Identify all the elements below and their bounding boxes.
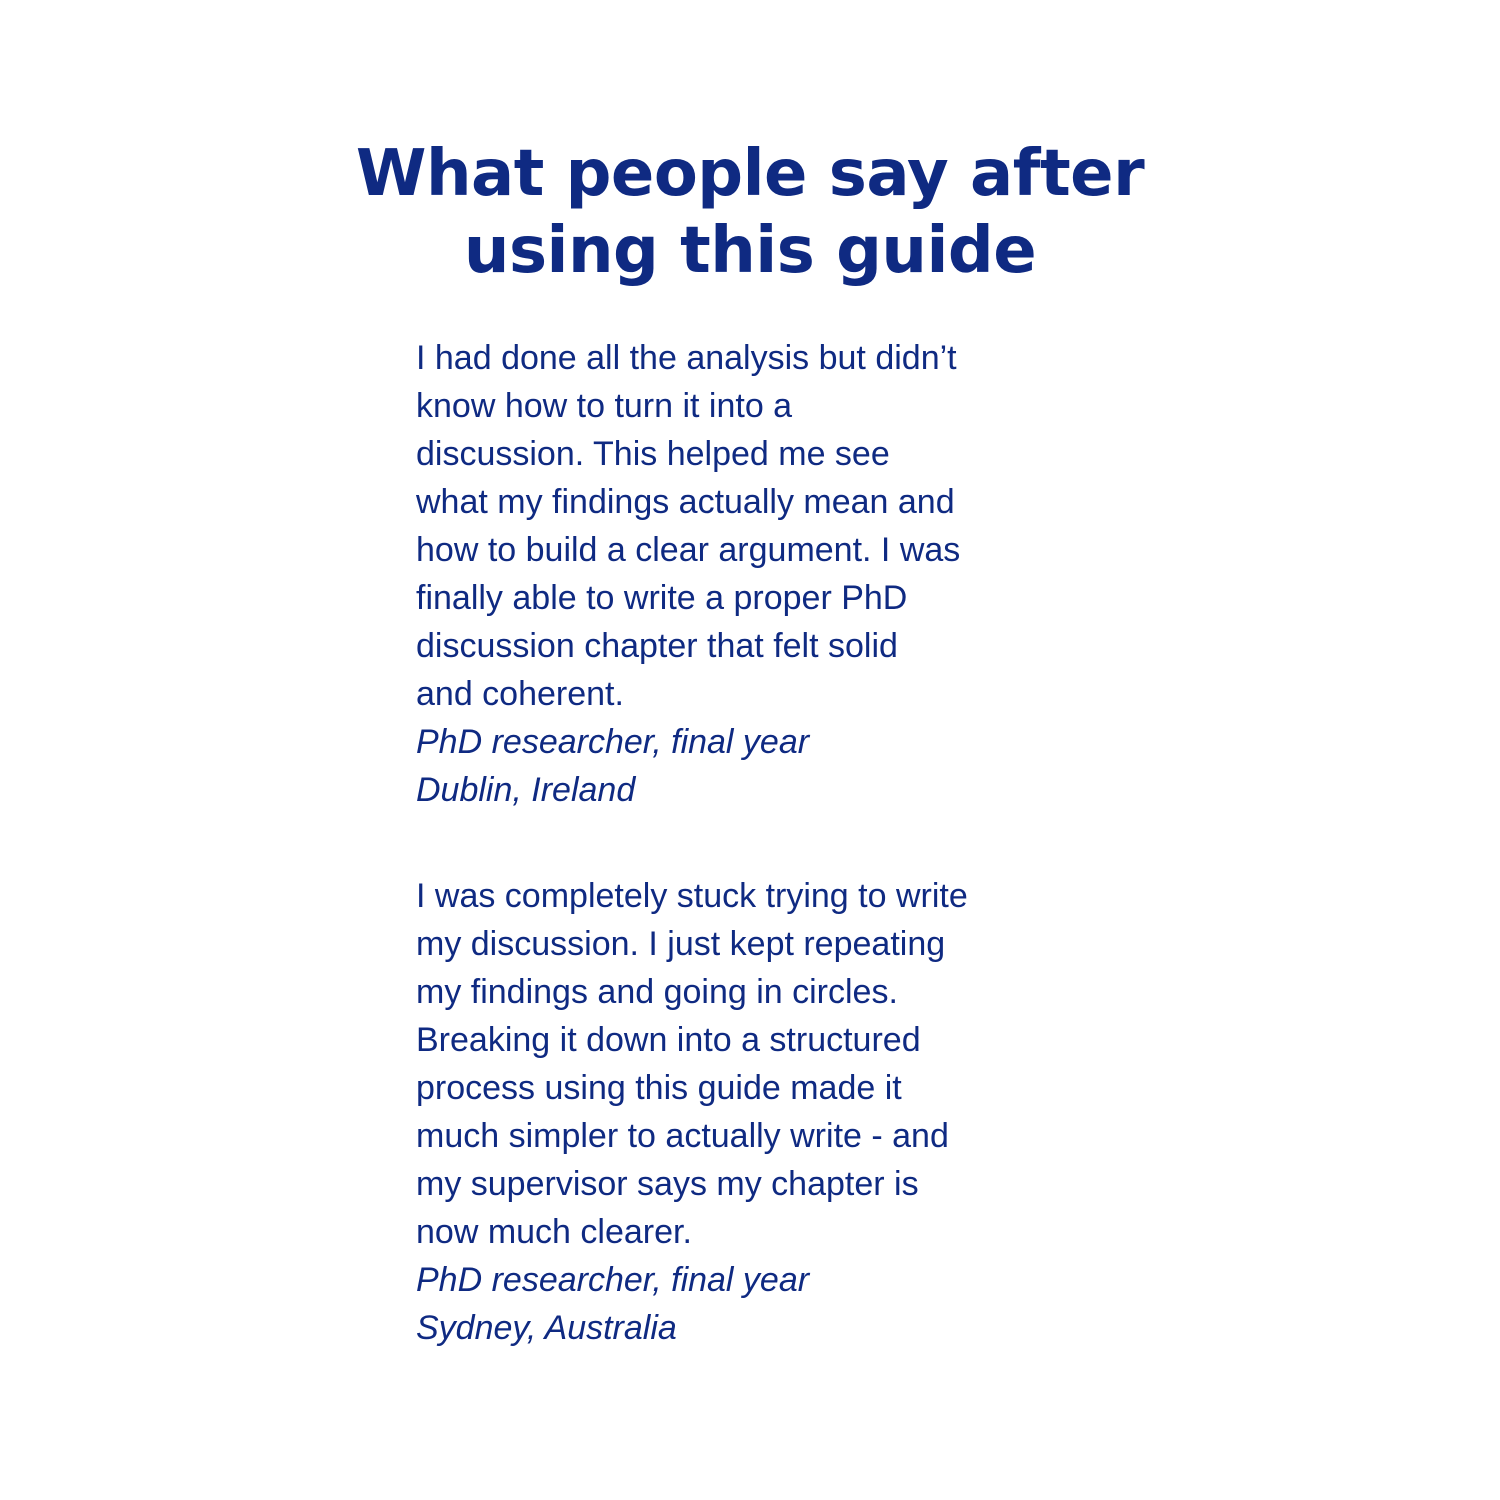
testimonial-quote <box>416 334 1116 718</box>
quote-line: finally able to write a proper PhD <box>416 579 908 617</box>
quote-line: my discussion. I just kept repeating <box>416 925 946 963</box>
testimonial-author-location: Dublin, Ireland <box>416 771 636 809</box>
quote-line: and coherent. <box>416 675 624 713</box>
testimonial-author-role: PhD researcher, final year <box>416 723 810 761</box>
quote-line: discussion. This helped me see <box>416 435 890 473</box>
testimonial-author-role: PhD researcher, final year <box>416 1261 810 1299</box>
quote-line: much simpler to actually write - and <box>416 1117 949 1155</box>
testimonial-1 <box>416 334 1116 814</box>
quote-line: Breaking it down into a structured <box>416 1021 921 1059</box>
testimonial-2 <box>416 872 1116 1352</box>
quote-line: what my findings actually mean and <box>416 483 955 521</box>
quote-line: I was completely stuck trying to write <box>416 877 968 915</box>
quote-line: know how to turn it into a <box>416 387 793 425</box>
quote-line: discussion chapter that felt solid <box>416 627 898 665</box>
quote-line: how to build a clear argument. I was <box>416 531 961 569</box>
quote-line: now much clearer. <box>416 1213 692 1251</box>
quote-line: my findings and going in circles. <box>416 973 898 1011</box>
testimonial-author-location: Sydney, Australia <box>416 1309 677 1347</box>
page-title-line-2: using this guide <box>463 214 1037 288</box>
quote-line: I had done all the analysis but didn’t <box>416 339 957 377</box>
quote-line: my supervisor says my chapter is <box>416 1165 919 1203</box>
page-title <box>0 136 1500 290</box>
page-title-line-1: What people say after <box>355 137 1145 211</box>
testimonial-quote <box>416 872 1116 1256</box>
quote-line: process using this guide made it <box>416 1069 902 1107</box>
